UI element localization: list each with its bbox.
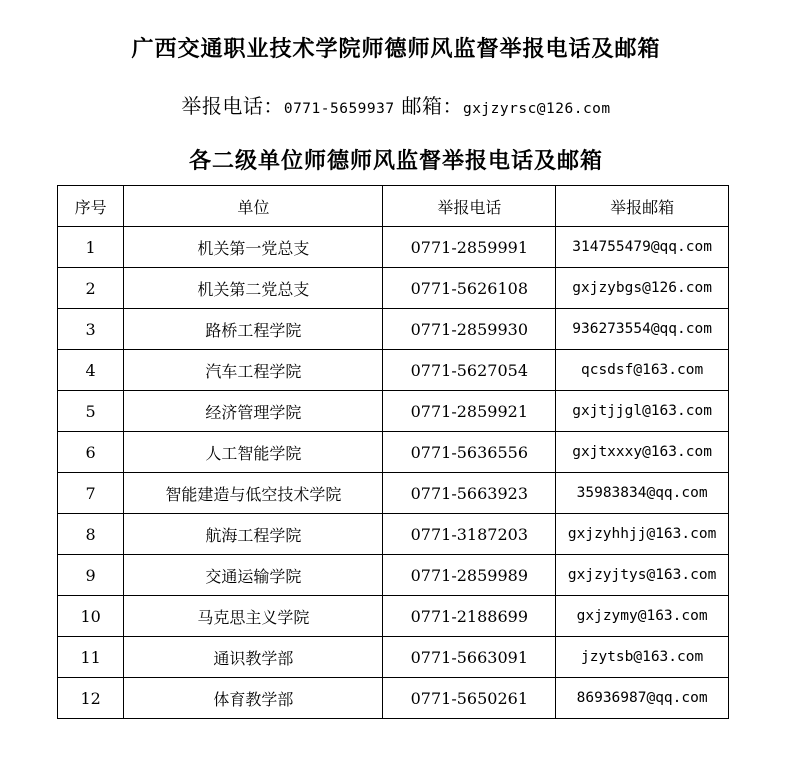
row-unit: 智能建造与低空技术学院 <box>124 473 383 514</box>
row-number: 1 <box>58 227 124 268</box>
row-email: jzytsb@163.com <box>556 637 729 678</box>
row-number: 11 <box>58 637 124 678</box>
row-email: 936273554@qq.com <box>556 309 729 350</box>
main-phone: 0771-5659937 <box>283 101 395 117</box>
table-row <box>58 555 729 596</box>
row-number: 6 <box>58 432 124 473</box>
row-number: 8 <box>58 514 124 555</box>
row-email: gxjzybgs@126.com <box>556 268 729 309</box>
table-row <box>58 309 729 350</box>
table-header-row <box>58 186 729 227</box>
row-email: gxjzyjtys@163.com <box>556 555 729 596</box>
row-number: 7 <box>58 473 124 514</box>
table-subtitle: 各二级单位师德师风监督举报电话及邮箱 <box>188 148 603 174</box>
main-contact-line <box>0 90 792 119</box>
row-phone: 0771-5626108 <box>383 268 556 309</box>
row-phone: 0771-5636556 <box>383 432 556 473</box>
row-email: 35983834@qq.com <box>556 473 729 514</box>
row-phone: 0771-5627054 <box>383 350 556 391</box>
page-title: 广西交通职业技术学院师德师风监督举报电话及邮箱 <box>131 36 661 62</box>
row-phone: 0771-5663091 <box>383 637 556 678</box>
row-phone: 0771-2188699 <box>383 596 556 637</box>
row-phone: 0771-2859921 <box>383 391 556 432</box>
contact-table <box>57 185 729 719</box>
table-row <box>58 268 729 309</box>
table-row <box>58 432 729 473</box>
table-row <box>58 350 729 391</box>
email-label: 邮箱： <box>401 94 463 118</box>
column-header-phone: 举报电话 <box>383 186 556 227</box>
table-row <box>58 678 729 719</box>
row-number: 9 <box>58 555 124 596</box>
row-number: 3 <box>58 309 124 350</box>
row-unit: 通识教学部 <box>124 637 383 678</box>
table-row <box>58 227 729 268</box>
row-unit: 机关第二党总支 <box>124 268 383 309</box>
row-email: gxjzymy@163.com <box>556 596 729 637</box>
row-email: 314755479@qq.com <box>556 227 729 268</box>
column-header-unit: 单位 <box>124 186 383 227</box>
row-unit: 路桥工程学院 <box>124 309 383 350</box>
row-email: 86936987@qq.com <box>556 678 729 719</box>
row-email: gxjzyhhjj@163.com <box>556 514 729 555</box>
row-unit: 交通运输学院 <box>124 555 383 596</box>
row-phone: 0771-2859930 <box>383 309 556 350</box>
row-email: qcsdsf@163.com <box>556 350 729 391</box>
row-number: 12 <box>58 678 124 719</box>
table-body <box>58 227 729 719</box>
row-email: gxjtxxxy@163.com <box>556 432 729 473</box>
main-email: gxjzyrsc@126.com <box>462 101 611 117</box>
column-header-email: 举报邮箱 <box>556 186 729 227</box>
row-number: 2 <box>58 268 124 309</box>
row-phone: 0771-3187203 <box>383 514 556 555</box>
row-phone: 0771-5650261 <box>383 678 556 719</box>
row-number: 5 <box>58 391 124 432</box>
row-email: gxjtjjgl@163.com <box>556 391 729 432</box>
table-row <box>58 514 729 555</box>
row-phone: 0771-2859991 <box>383 227 556 268</box>
table-row <box>58 637 729 678</box>
row-unit: 人工智能学院 <box>124 432 383 473</box>
row-unit: 体育教学部 <box>124 678 383 719</box>
row-unit: 航海工程学院 <box>124 514 383 555</box>
phone-label: 举报电话： <box>181 94 284 118</box>
column-header-no: 序号 <box>58 186 124 227</box>
row-unit: 经济管理学院 <box>124 391 383 432</box>
row-phone: 0771-5663923 <box>383 473 556 514</box>
row-phone: 0771-2859989 <box>383 555 556 596</box>
table-row <box>58 596 729 637</box>
table-row <box>58 391 729 432</box>
row-unit: 马克思主义学院 <box>124 596 383 637</box>
row-number: 10 <box>58 596 124 637</box>
row-number: 4 <box>58 350 124 391</box>
row-unit: 机关第一党总支 <box>124 227 383 268</box>
table-row <box>58 473 729 514</box>
row-unit: 汽车工程学院 <box>124 350 383 391</box>
